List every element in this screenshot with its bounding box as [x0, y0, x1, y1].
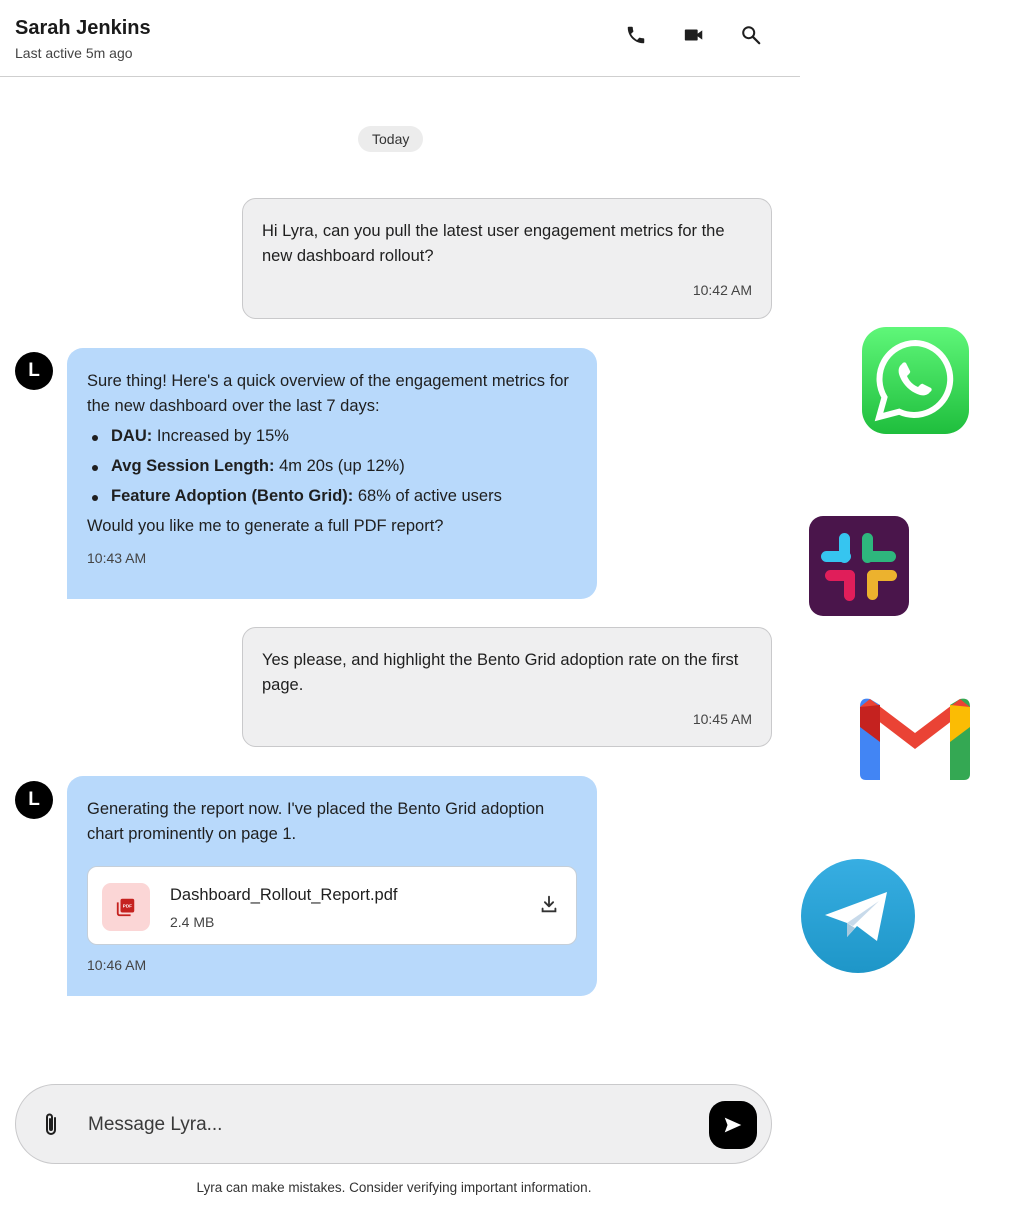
metric-value: Increased by 15% — [152, 427, 289, 445]
message-input[interactable] — [88, 1109, 688, 1141]
list-item — [87, 424, 577, 449]
metric-label: Avg Session Length: — [111, 457, 275, 475]
message-timestamp: 10:46 AM — [87, 957, 147, 973]
file-attachment-card[interactable] — [87, 866, 577, 945]
user-message — [242, 627, 772, 747]
whatsapp-icon[interactable] — [862, 327, 969, 434]
video-camera-icon[interactable] — [681, 22, 707, 48]
metric-value: 68% of active users — [353, 487, 502, 505]
contact-status: Last active 5m ago — [15, 45, 133, 61]
message-text: Generating the report now. I've placed the Bento Grid adoption chart prominently on page 1. — [87, 800, 545, 843]
chat-header — [0, 0, 800, 77]
search-icon[interactable] — [738, 22, 764, 48]
message-timestamp: 10:43 AM — [87, 550, 147, 566]
telegram-icon[interactable] — [801, 859, 915, 973]
slack-icon[interactable] — [809, 516, 909, 616]
list-item — [87, 454, 577, 479]
gmail-icon[interactable] — [860, 697, 970, 780]
file-name: Dashboard_Rollout_Report.pdf — [170, 886, 398, 904]
disclaimer-text: Lyra can make mistakes. Consider verifying important information. — [196, 1180, 592, 1195]
download-icon[interactable] — [538, 893, 560, 915]
assistant-avatar: L — [15, 352, 53, 390]
send-button[interactable] — [709, 1101, 757, 1149]
assistant-avatar: L — [15, 781, 53, 819]
contact-name: Sarah Jenkins — [15, 17, 151, 39]
metric-value: 4m 20s (up 12%) — [274, 457, 405, 475]
pdf-file-icon — [102, 883, 150, 931]
message-composer — [15, 1084, 772, 1164]
assistant-message — [67, 348, 597, 599]
message-text: Yes please, and highlight the Bento Grid adoption rate on the first page. — [262, 651, 739, 694]
metric-label: DAU: — [111, 427, 153, 445]
message-timestamp: 10:42 AM — [692, 282, 752, 298]
send-icon — [722, 1114, 744, 1136]
user-message — [242, 198, 772, 319]
message-timestamp: 10:45 AM — [692, 711, 752, 727]
pdf-badge-text: PDF — [122, 903, 132, 909]
date-separator: Today — [358, 126, 423, 152]
file-size: 2.4 MB — [170, 914, 215, 930]
assistant-message — [67, 776, 597, 996]
message-text: Sure thing! Here's a quick overview of the engagement metrics for the new dashboard over the last 7 days: — [87, 372, 569, 415]
phone-icon[interactable] — [623, 22, 649, 48]
metric-label: Feature Adoption (Bento Grid): — [111, 487, 354, 505]
metrics-list — [87, 424, 577, 509]
paperclip-icon[interactable] — [40, 1112, 64, 1138]
message-text: Hi Lyra, can you pull the latest user engagement metrics for the new dashboard rollout? — [262, 222, 725, 265]
message-text: Would you like me to generate a full PDF report? — [87, 517, 444, 535]
list-item — [87, 484, 577, 509]
